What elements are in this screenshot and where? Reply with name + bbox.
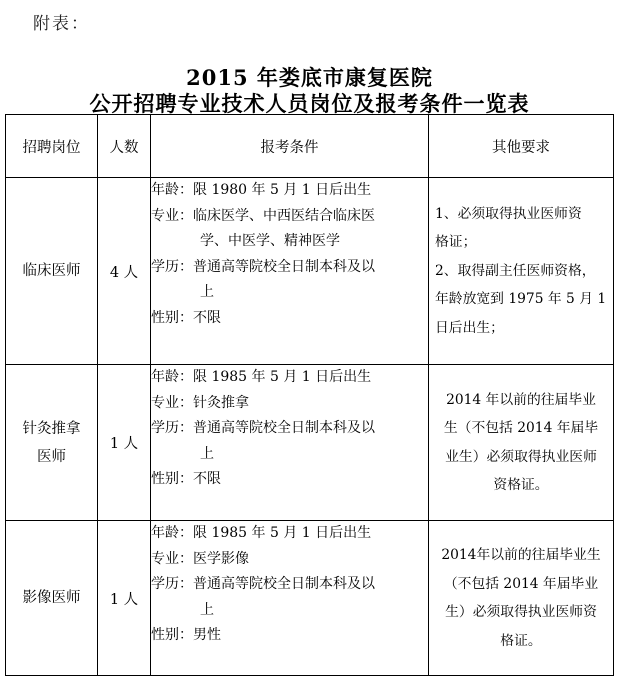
conditions-cell xyxy=(151,178,429,365)
header-count: 人数 xyxy=(98,115,151,178)
requirement-line: 资格证。 xyxy=(493,477,549,493)
condition-line: 专业：医学影像 xyxy=(151,550,249,567)
count-cell: 1 人 xyxy=(98,521,151,676)
header-position: 招聘岗位 xyxy=(6,115,98,178)
condition-line: 专业：临床医学、中西医结合临床医 xyxy=(151,207,375,224)
requirement-line: 格证； xyxy=(435,234,477,251)
document-title-line-2: 公开招聘专业技术人员岗位及报考条件一览表 xyxy=(89,91,530,116)
condition-line: 年龄：限 1985 年 5 月 1 日后出生 xyxy=(151,369,372,385)
position-cell xyxy=(6,521,98,676)
condition-line: 学历：普通高等院校全日制本科及以 xyxy=(151,420,375,437)
table-row xyxy=(6,365,614,521)
requirement-line: 格证。 xyxy=(500,632,542,649)
table-row xyxy=(6,178,614,365)
requirement-line: 1、必须取得执业医师资 xyxy=(435,205,582,222)
position-text: 针灸推拿 xyxy=(22,420,81,437)
conditions-cell xyxy=(151,521,429,676)
requirement-line: 生（不包括 2014 年届毕 xyxy=(443,420,599,436)
header-other: 其他要求 xyxy=(429,115,614,178)
condition-line: 上 xyxy=(200,601,214,618)
other-requirements-cell xyxy=(429,178,614,365)
position-cell xyxy=(6,178,98,365)
other-requirements-cell xyxy=(429,365,614,521)
condition-line: 性别：不限 xyxy=(151,309,221,326)
count-cell: 4 人 xyxy=(98,178,151,365)
condition-line: 性别：男性 xyxy=(151,627,221,644)
requirement-line: 2014 年以前的往届毕业 xyxy=(446,391,596,408)
condition-line: 性别：不限 xyxy=(151,471,221,488)
condition-line: 年龄：限 1980 年 5 月 1 日后出生 xyxy=(151,182,372,198)
table-header-row xyxy=(6,115,614,178)
requirement-line: （不包括 2014 年届毕业 xyxy=(443,575,599,592)
other-requirements-cell xyxy=(429,521,614,676)
requirement-line: 年龄放宽到 1975 年 5 月 1 xyxy=(435,291,607,308)
condition-line: 学、中医学、精神医学 xyxy=(200,233,340,250)
condition-line: 学历：普通高等院校全日制本科及以 xyxy=(151,576,375,593)
position-text: 医师 xyxy=(37,448,66,465)
header-conditions: 报考条件 xyxy=(151,115,429,178)
document-title-line-1: 2015 年娄底市康复医院 xyxy=(186,65,433,90)
requirement-line: 日后出生； xyxy=(435,319,504,336)
position-cell xyxy=(6,365,98,521)
condition-line: 学历：普通高等院校全日制本科及以 xyxy=(151,258,375,275)
position-text: 临床医师 xyxy=(22,263,81,279)
condition-line: 上 xyxy=(200,445,214,462)
condition-line: 专业：针灸推拿 xyxy=(151,394,249,411)
condition-line: 上 xyxy=(200,284,214,301)
conditions-cell xyxy=(151,365,429,521)
appendix-label: 附表： xyxy=(33,14,90,34)
table-row xyxy=(6,521,614,676)
requirement-line: 业生）必须取得执业医师 xyxy=(445,448,597,465)
requirement-line: 2、取得副主任医师资格， xyxy=(435,262,596,279)
count-cell: 1 人 xyxy=(98,365,151,521)
condition-line: 年龄：限 1985 年 5 月 1 日后出生 xyxy=(151,525,372,541)
requirement-line: 生）必须取得执业医师资 xyxy=(445,604,597,620)
position-text: 影像医师 xyxy=(22,590,81,606)
requirement-line: 2014年以前的往届毕业生 xyxy=(441,547,601,563)
recruitment-table xyxy=(5,114,614,676)
